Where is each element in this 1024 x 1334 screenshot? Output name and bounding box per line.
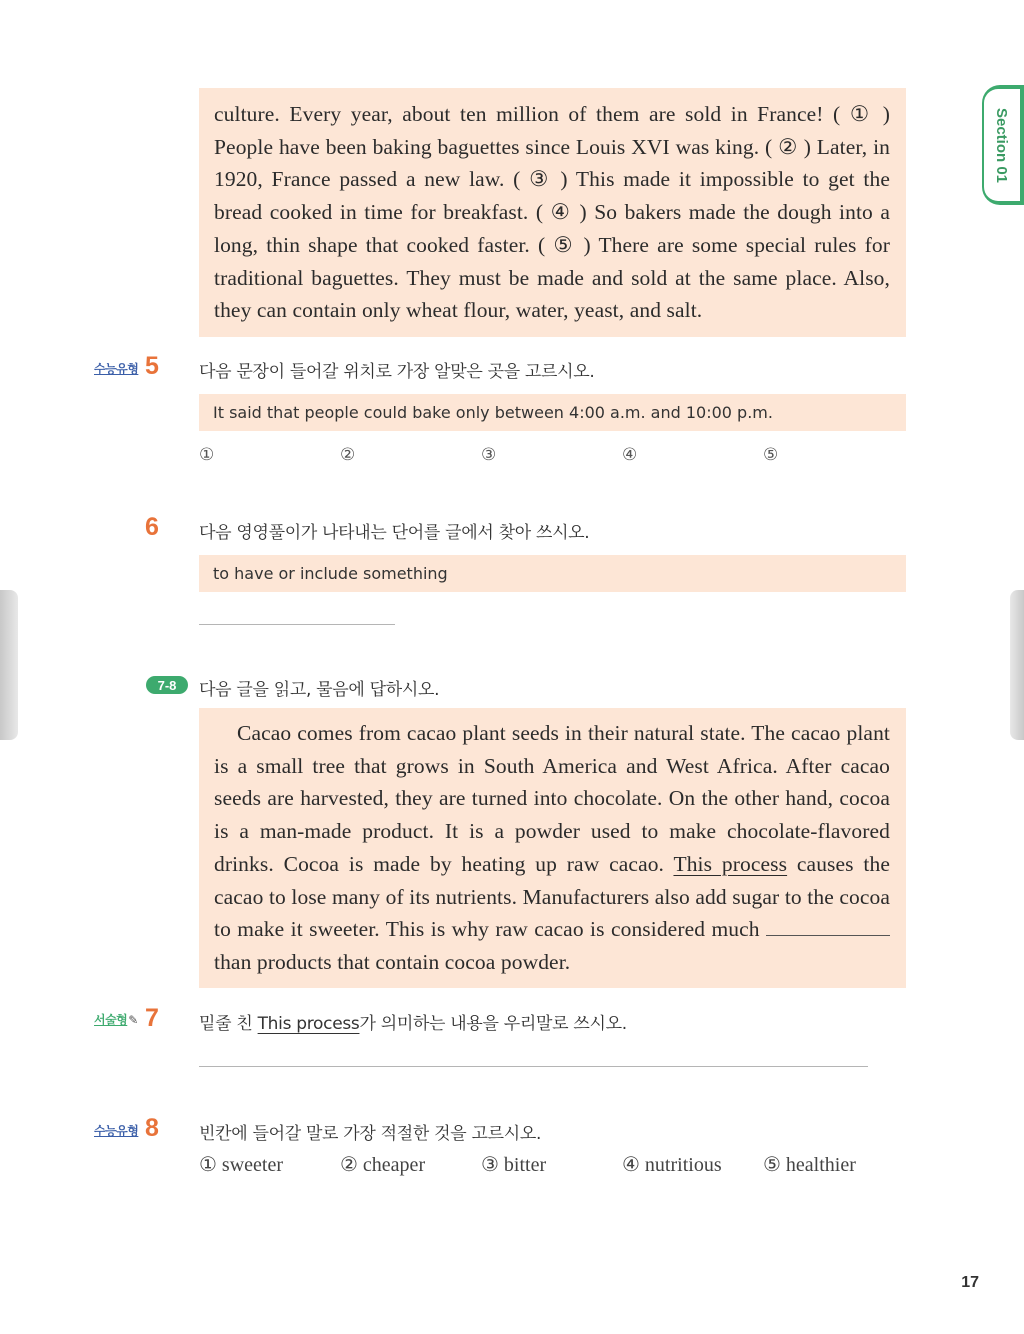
q7-question-post: 가 의미하는 내용을 우리말로 쓰시오. xyxy=(359,1014,627,1034)
page-edge-left xyxy=(0,590,18,740)
q8-choice-1[interactable]: ① sweeter xyxy=(199,1154,284,1176)
q8-question: 빈칸에 들어갈 말로 가장 적절한 것을 고르시오. xyxy=(199,1124,542,1144)
q8-choice-2[interactable]: ② cheaper xyxy=(340,1154,426,1176)
passage-cacao-blank xyxy=(766,934,890,936)
section-tab xyxy=(982,85,1024,205)
q7-number: 7 xyxy=(145,1004,159,1032)
q7-question xyxy=(199,1009,627,1034)
passage-cacao-underlined: This process xyxy=(673,851,788,876)
section-tab-label: Section 01 xyxy=(993,107,1011,183)
q5-question: 다음 문장이 들어갈 위치로 가장 알맞은 곳을 고르시오. xyxy=(199,362,595,382)
q7-question-pre: 밑줄 친 xyxy=(199,1014,253,1034)
q6-definition: to have or include something xyxy=(213,564,448,583)
passage-cacao-part2: causes the cacao to lose many of its nutrients. Manufacturers also add sugar to the cocoa to make it sweeter. This is why raw cacao is considered much xyxy=(214,851,890,942)
page-edge-right xyxy=(1010,590,1024,740)
q7-question-phrase: This process xyxy=(257,1014,360,1034)
section-tab-inner xyxy=(984,89,1020,201)
page-number: 17 xyxy=(961,1274,979,1291)
passage-baguette xyxy=(199,88,906,337)
passage-cacao-text xyxy=(214,717,890,979)
q5-choice-4[interactable]: ④ xyxy=(622,445,638,465)
q5-given-sentence-box xyxy=(199,394,906,431)
q6-question: 다음 영영풀이가 나타내는 단어를 글에서 찾아 쓰시오. xyxy=(199,523,590,543)
passage-cacao-part1: Cacao comes from cacao plant seeds in their natural state. The cacao plant is a small tree that grows in South America and West Africa. After cacao seeds are harvested, they are turned into chocolate. On the other hand, cocoa is a man-made product. It is a powder used to make chocolate-flavored drinks. Cocoa is made by heating up raw cacao. xyxy=(214,721,890,876)
passage-baguette-text: culture. Every year, about ten million of them are sold in France! ( ① ) People have been baking baguettes since Louis XVI was king. ( ② ) Later, in 1920, France passed a new law. ( ③ ) This made it impossible to get the bread cooked in time for breakfast. ( ④ ) So bakers made the dough into a long, thin shape that cooked faster. ( ⑤ ) There are some special rules for traditional baguettes. They must be made and sold at the same place. Also, they can contain only wheat flour, water, yeast, and salt. xyxy=(214,102,890,323)
q5-type-label: 수능유형 xyxy=(94,362,139,376)
q6-number: 6 xyxy=(145,513,159,541)
q8-choice-4[interactable]: ④ nutritious xyxy=(622,1154,722,1176)
q5-choice-1[interactable]: ① xyxy=(199,445,215,465)
q8-choice-3[interactable]: ③ bitter xyxy=(481,1154,547,1176)
q78-instruction: 다음 글을 읽고, 물음에 답하시오. xyxy=(199,680,440,700)
q5-choice-2[interactable]: ② xyxy=(340,445,356,465)
q5-choice-5[interactable]: ⑤ xyxy=(763,445,779,465)
q5-given-sentence: It said that people could bake only between 4:00 a.m. and 10:00 p.m. xyxy=(213,403,773,422)
q8-choice-5[interactable]: ⑤ healthier xyxy=(763,1154,856,1176)
q7-type-label xyxy=(94,1011,138,1028)
q5-choice-3[interactable]: ③ xyxy=(481,445,497,465)
q7-type-text: 서술형 xyxy=(94,1013,128,1027)
pencil-icon: ✎ xyxy=(128,1013,138,1027)
q7-answer-line[interactable] xyxy=(199,1066,868,1067)
q8-number: 8 xyxy=(145,1114,159,1142)
passage-cacao xyxy=(199,708,906,988)
q78-badge: 7-8 xyxy=(146,676,188,694)
q6-definition-box xyxy=(199,555,906,592)
q8-type-label: 수능유형 xyxy=(94,1124,139,1138)
q6-answer-line[interactable] xyxy=(199,624,395,625)
passage-cacao-end: than products that contain cocoa powder. xyxy=(214,949,571,974)
q5-number: 5 xyxy=(145,352,159,380)
